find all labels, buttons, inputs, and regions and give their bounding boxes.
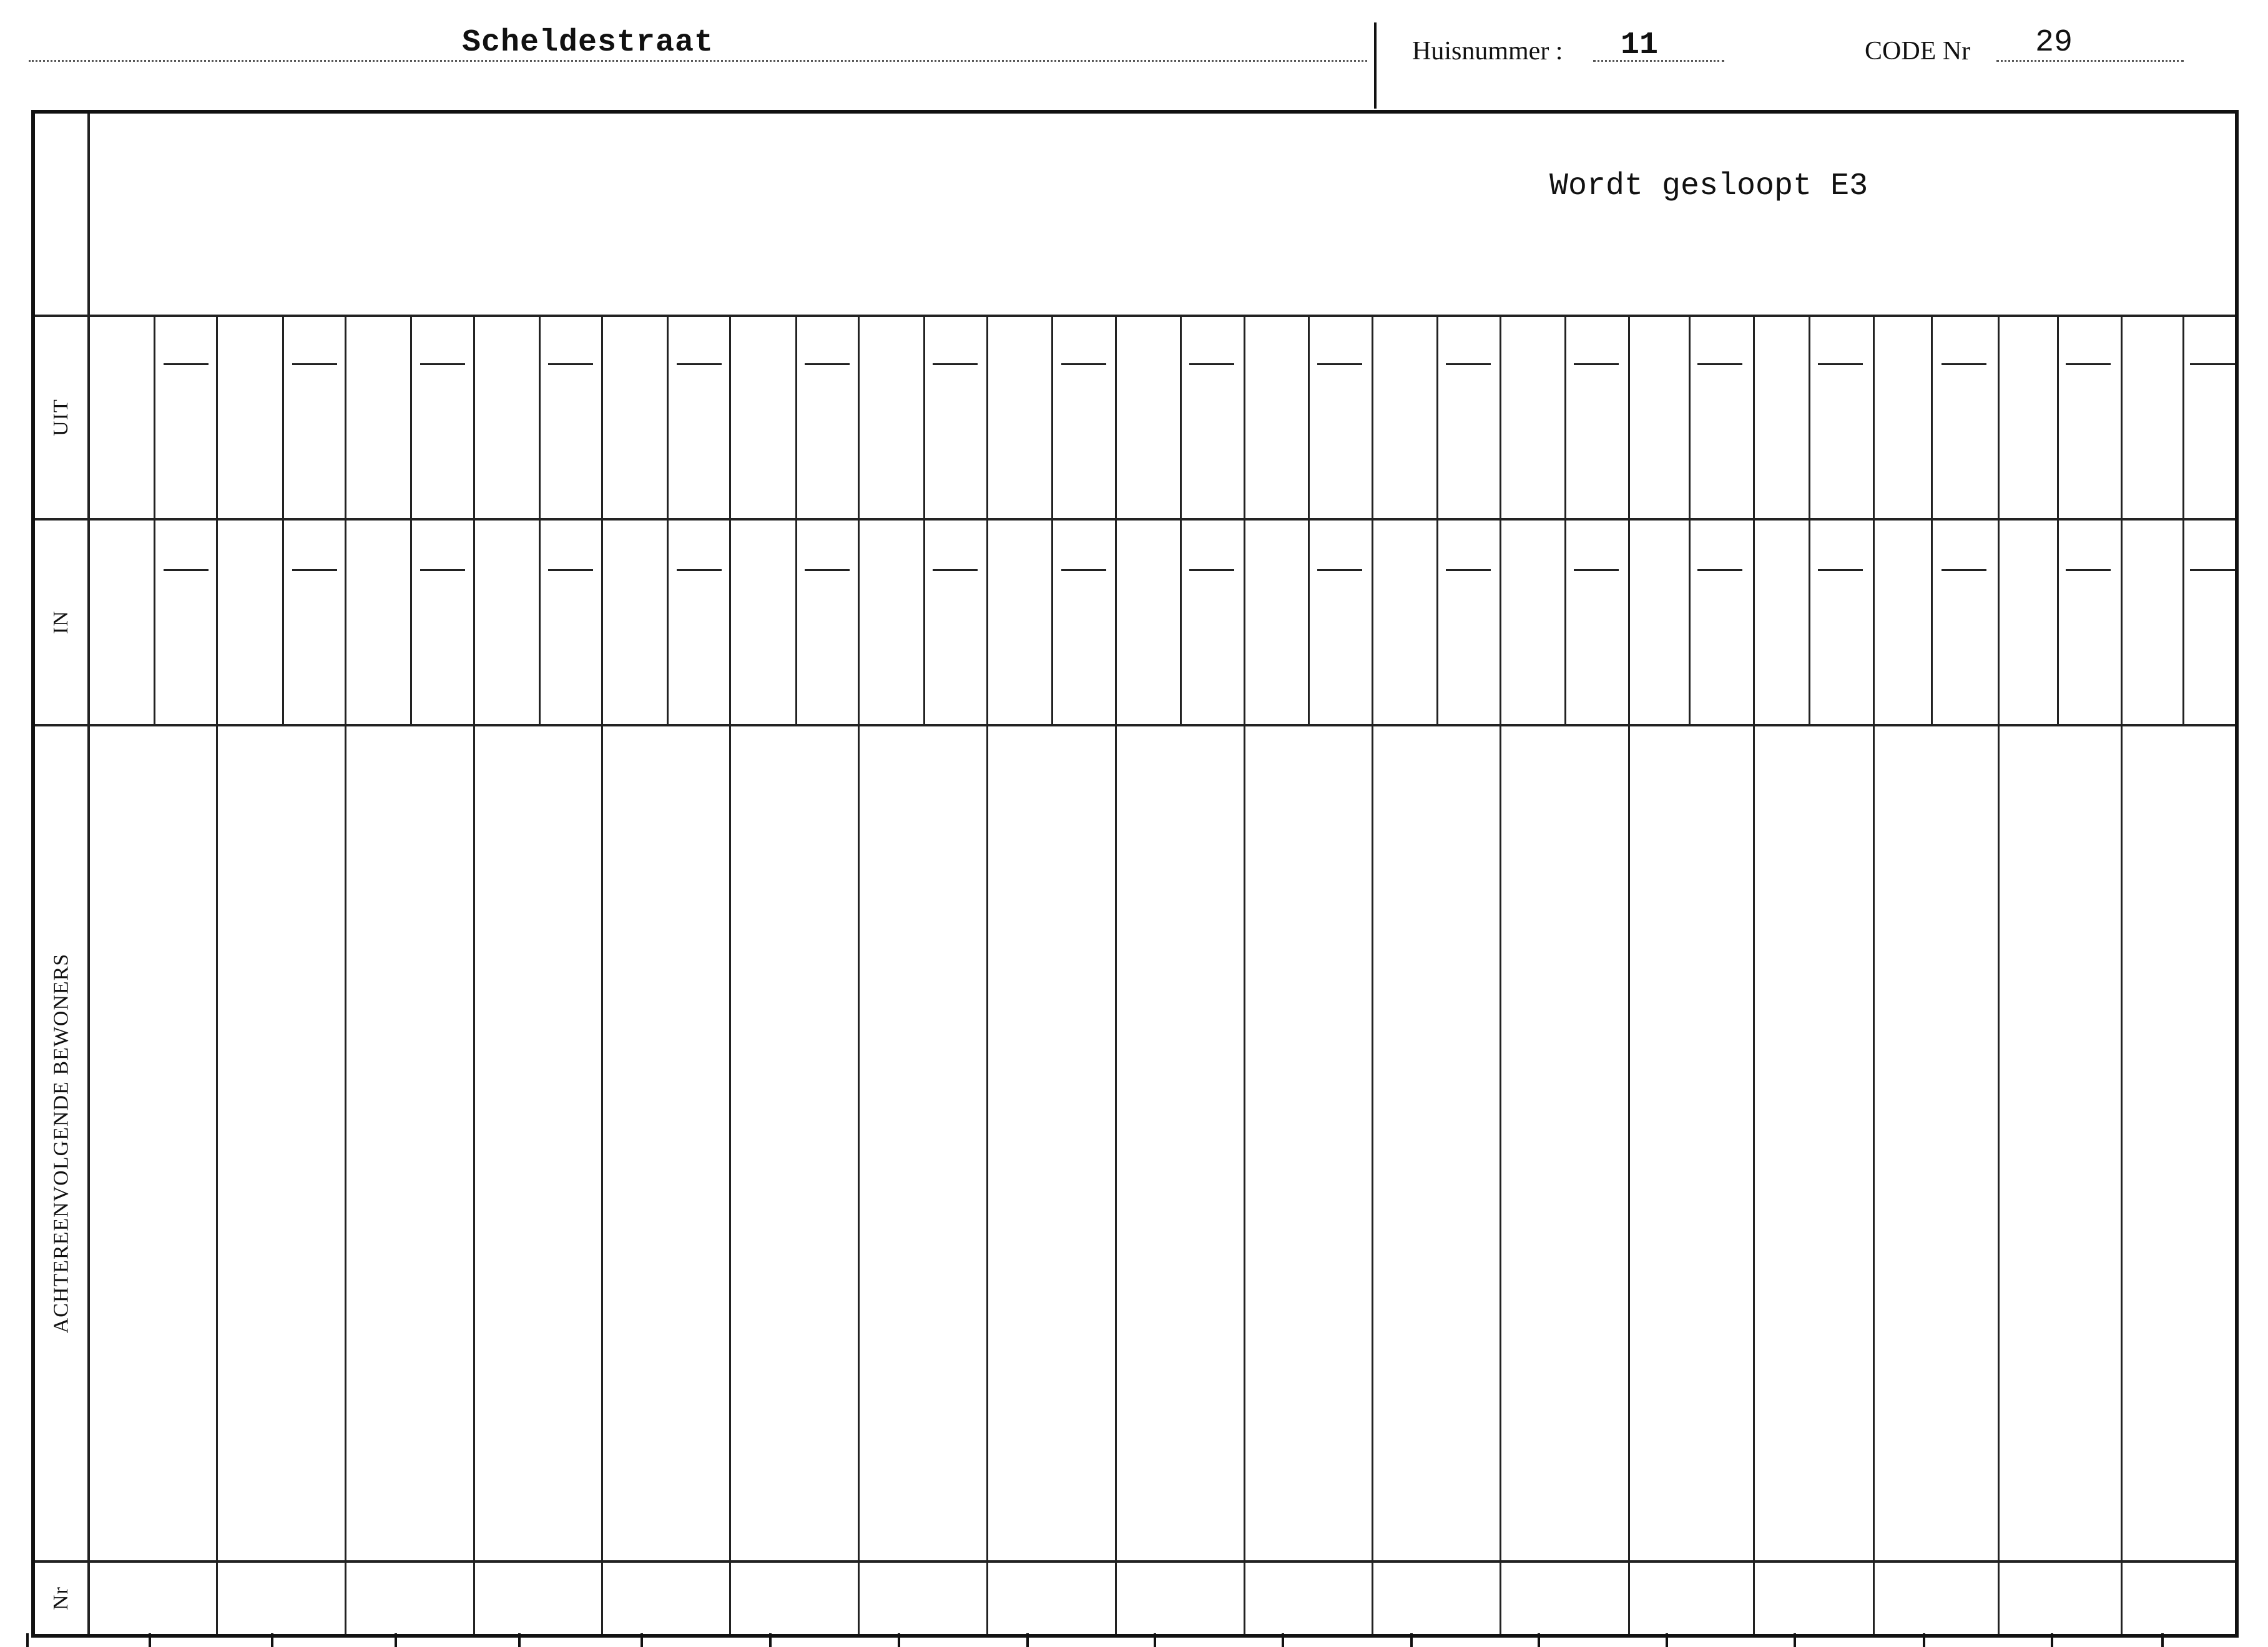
uit-dash — [1697, 363, 1742, 365]
column-line — [1873, 317, 1875, 1634]
bottom-tick — [769, 1633, 772, 1647]
column-line — [2121, 317, 2123, 1634]
in-dash — [677, 569, 722, 571]
column-line — [729, 317, 731, 1634]
residents-label-text: ACHTEREENVOLGENDE BEWONERS — [49, 953, 73, 1334]
uit-label-text: UIT — [49, 399, 72, 436]
subcolumn-line — [1308, 317, 1310, 724]
uit-dash — [1061, 363, 1106, 365]
subcolumn-line — [1931, 317, 1933, 724]
subcolumn-line — [1689, 317, 1691, 724]
house-number-value: 11 — [1621, 27, 1659, 63]
column-line — [345, 317, 346, 1634]
in-dash — [933, 569, 978, 571]
in-row-label — [35, 520, 87, 724]
subcolumn-line — [1564, 317, 1566, 724]
uit-row-label — [35, 317, 87, 518]
in-dash — [805, 569, 850, 571]
uit-dash — [2190, 363, 2235, 365]
header-divider — [1374, 22, 1377, 109]
uit-dash — [677, 363, 722, 365]
code-value: 29 — [2035, 25, 2073, 61]
bottom-tick — [1410, 1633, 1413, 1647]
in-dash — [420, 569, 465, 571]
column-line — [1500, 317, 1501, 1634]
column-line — [1753, 317, 1755, 1634]
bottom-tick — [2161, 1633, 2164, 1647]
bottom-tick — [1154, 1633, 1156, 1647]
bottom-tick — [1538, 1633, 1540, 1647]
bottom-tick — [1282, 1633, 1284, 1647]
in-dash — [1317, 569, 1362, 571]
bottom-tick — [898, 1633, 900, 1647]
house-number-label: Huisnummer : — [1412, 37, 1563, 66]
label-column-divider — [87, 114, 90, 1634]
in-dash — [1697, 569, 1742, 571]
subcolumn-line — [923, 317, 925, 724]
nr-label-text: Nr — [49, 1586, 72, 1610]
subcolumn-line — [1180, 317, 1182, 724]
uit-row-bottom — [35, 518, 2235, 520]
uit-dash — [2066, 363, 2111, 365]
bottom-tick — [149, 1633, 151, 1647]
in-dash — [1574, 569, 1619, 571]
column-line — [216, 317, 218, 1634]
in-dash — [164, 569, 209, 571]
in-dash — [548, 569, 593, 571]
in-dash — [1189, 569, 1234, 571]
bottom-tick — [2051, 1633, 2053, 1647]
column-line — [1372, 317, 1373, 1634]
subcolumn-line — [539, 317, 541, 724]
bottom-tick — [1794, 1633, 1796, 1647]
column-line — [858, 317, 860, 1634]
in-dash — [1446, 569, 1491, 571]
in-dash — [292, 569, 337, 571]
column-line — [986, 317, 988, 1634]
column-line — [1998, 317, 2000, 1634]
nr-row-label — [35, 1563, 87, 1634]
in-dash — [1061, 569, 1106, 571]
remarks-row-bottom — [35, 315, 2235, 317]
in-dash — [2190, 569, 2235, 571]
bottom-tick — [26, 1633, 29, 1647]
subcolumn-line — [1436, 317, 1438, 724]
bottom-tick — [641, 1633, 643, 1647]
subcolumn-line — [410, 317, 412, 724]
uit-dash — [420, 363, 465, 365]
subcolumn-line — [795, 317, 797, 724]
code-underline — [1996, 60, 2184, 62]
subcolumn-line — [154, 317, 155, 724]
bottom-tick — [395, 1633, 397, 1647]
subcolumn-line — [282, 317, 284, 724]
bottom-tick — [1666, 1633, 1668, 1647]
uit-dash — [1574, 363, 1619, 365]
column-line — [1628, 317, 1630, 1634]
column-line — [1115, 317, 1117, 1634]
bottom-tick — [518, 1633, 521, 1647]
house-number-underline — [1593, 60, 1724, 62]
remarks-note: Wordt gesloopt E3 — [1549, 169, 1868, 204]
subcolumn-line — [2182, 317, 2184, 724]
uit-dash — [548, 363, 593, 365]
column-line — [601, 317, 603, 1634]
in-row-bottom — [35, 724, 2235, 726]
in-label-text: IN — [49, 610, 72, 634]
bottom-tick — [1026, 1633, 1029, 1647]
uit-dash — [1317, 363, 1362, 365]
uit-dash — [933, 363, 978, 365]
uit-dash — [1818, 363, 1863, 365]
subcolumn-line — [667, 317, 669, 724]
subcolumn-line — [1051, 317, 1053, 724]
uit-dash — [1446, 363, 1491, 365]
in-dash — [2066, 569, 2111, 571]
uit-dash — [1942, 363, 1986, 365]
subcolumn-line — [1809, 317, 1810, 724]
column-line — [1244, 317, 1245, 1634]
residents-row-bottom — [35, 1560, 2235, 1563]
uit-dash — [292, 363, 337, 365]
subcolumn-line — [2057, 317, 2059, 724]
uit-dash — [1189, 363, 1234, 365]
uit-dash — [805, 363, 850, 365]
uit-dash — [164, 363, 209, 365]
residents-row-label — [35, 726, 87, 1560]
bottom-tick — [271, 1633, 273, 1647]
in-dash — [1818, 569, 1863, 571]
registration-grid — [31, 110, 2239, 1638]
street-name: Scheldestraat — [462, 25, 714, 61]
column-line — [473, 317, 475, 1634]
code-label: CODE Nr — [1865, 37, 1971, 66]
bottom-tick — [1923, 1633, 1925, 1647]
in-dash — [1942, 569, 1986, 571]
